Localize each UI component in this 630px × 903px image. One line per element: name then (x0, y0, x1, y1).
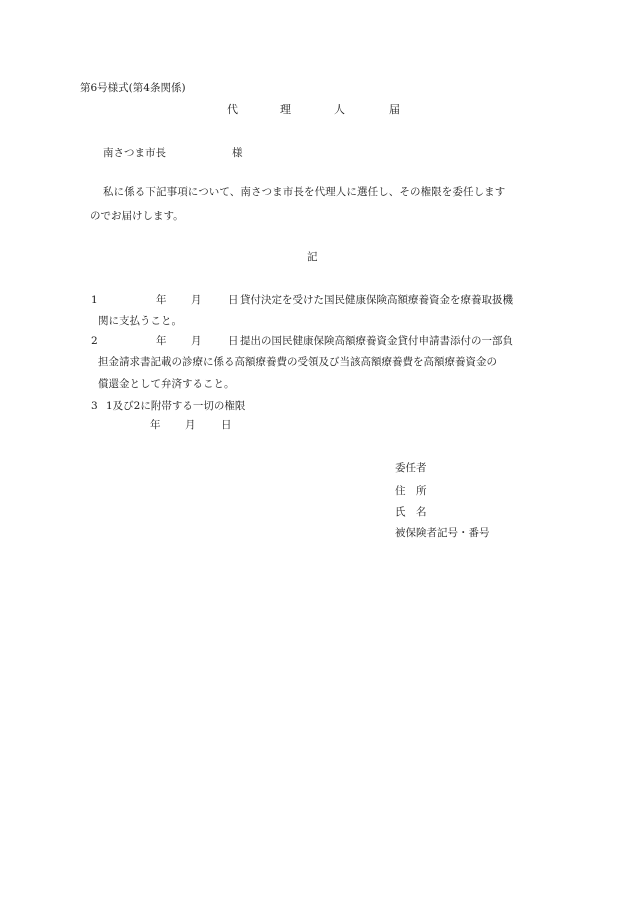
title-char: 人 (334, 103, 345, 116)
intro-line-2: のでお届けします。 (90, 210, 184, 222)
date-year: 年 (150, 419, 161, 431)
item-text: 貸付決定を受けた国民健康保険高額療養資金を療養取扱機 (240, 294, 513, 306)
item-text-continuation: 担金請求書記載の診療に係る高額療養費の受領及び当該高額療養費を高額療養資金の (98, 356, 497, 368)
item-number: 1 (91, 294, 98, 306)
form-number-label: 第6号様式(第4条関係) (80, 82, 186, 94)
month-blank: 月 (191, 294, 202, 306)
intro-line-1: 私に係る下記事項について、南さつま市長を代理人に選任し、その権限を委任します (103, 186, 506, 198)
day-blank: 日 (228, 335, 239, 347)
item-text-continuation: 償還金として弁済すること。 (98, 378, 235, 390)
insured-number-label: 被保険者記号・番号 (395, 527, 490, 539)
title-char: 理 (280, 103, 291, 116)
item-text: 1及び2に附帯する一切の権限 (106, 400, 246, 412)
date-day: 日 (221, 419, 232, 431)
ki-heading: 記 (307, 251, 318, 263)
item-number: 2 (91, 335, 98, 347)
year-blank: 年 (156, 294, 167, 306)
delegator-label: 委任者 (395, 462, 427, 474)
addressee-honorific: 様 (232, 147, 243, 159)
document-title (0, 104, 630, 118)
year-blank: 年 (156, 335, 167, 347)
addressee-name: 南さつま市長 (103, 147, 166, 159)
month-blank: 月 (191, 335, 202, 347)
item-number: 3 (91, 400, 98, 412)
title-char: 代 (227, 103, 238, 116)
name-label: 氏 名 (395, 506, 427, 518)
address-label: 住 所 (395, 485, 427, 497)
day-blank: 日 (228, 294, 239, 306)
item-text: 提出の国民健康保険高額療養資金貸付申請書添付の一部負 (240, 335, 513, 347)
item-text-continuation: 関に支払うこと。 (98, 315, 182, 327)
title-char: 届 (389, 103, 400, 116)
date-month: 月 (185, 419, 196, 431)
